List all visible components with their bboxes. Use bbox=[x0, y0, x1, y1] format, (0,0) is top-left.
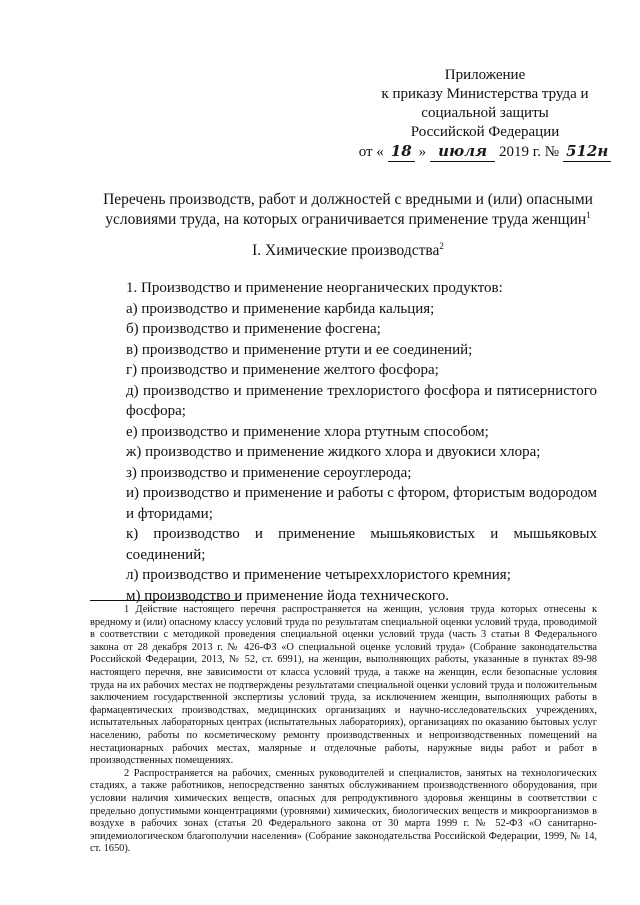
date-mid: » bbox=[418, 144, 427, 160]
section-text: I. Химические производства bbox=[252, 242, 440, 259]
section-heading bbox=[88, 241, 608, 261]
list-item: е) производство и применение хлора ртутным способом; bbox=[126, 423, 489, 440]
title-text: Перечень производств, работ и должностей с вредными и (или) опасными условиями труда, на которых ограничивается применение труда женщин bbox=[103, 191, 593, 228]
handwritten-month: июля bbox=[430, 142, 495, 162]
list-item: м) производство и применение йода технического. bbox=[126, 587, 449, 604]
list-item: к) производство и применение мышьяковистых и мышьяковых соединений; bbox=[126, 526, 597, 563]
footnote-2: 2 Распространяется на рабочих, сменных руководителей и специалистов, занятых на технологических стадиях, а также работников, непосредственно занятых обслуживанием производственного оборудования, при условии наличия химических веществ, опасных для репродуктивного здоровья женщины в соответствии с предельно допустимыми концентрациями (уровнями) химических, биологических веществ и микроорганизмов в воздухе в рабочих зонах (статья 20 Федерального закона от 30 марта 1999 г. № 52-ФЗ «О санитарно-эпидемиологическом благополучии населения» (Собрание законодательства Российской Федерации, 1999, № 14, ст. 1650). bbox=[90, 767, 597, 855]
list-item: з) производство и применение сероуглерода; bbox=[126, 464, 412, 481]
approval-line-3: социальной защиты bbox=[421, 105, 549, 121]
date-prefix: от « bbox=[358, 144, 384, 160]
handwritten-number: 512н bbox=[563, 142, 611, 162]
approval-line-2: к приказу Министерства труда и bbox=[381, 86, 589, 102]
production-list bbox=[90, 278, 597, 606]
list-item: и) производство и применение и работы с фтором, фтористым водородом и фторидами; bbox=[126, 485, 597, 522]
list-item: 1. Производство и применение неорганических продуктов: bbox=[126, 280, 503, 296]
list-item: г) производство и применение желтого фосфора; bbox=[126, 362, 439, 378]
list-item: ж) производство и применение жидкого хлора и двуокиси хлора; bbox=[126, 444, 541, 460]
footnotes bbox=[90, 604, 597, 856]
handwritten-day: 18 bbox=[388, 142, 415, 162]
list-item: л) производство и применение четыреххлористого кремния; bbox=[126, 567, 511, 583]
footnote-separator bbox=[90, 600, 240, 601]
list-item: а) производство и применение карбида кальция; bbox=[126, 300, 435, 317]
approval-date-line bbox=[340, 142, 630, 162]
approval-line-1: Приложение bbox=[444, 67, 526, 83]
section-footnote-mark: 2 bbox=[439, 240, 444, 251]
date-year: 2019 г. № bbox=[499, 144, 560, 160]
footnote-1: 1 Действие настоящего перечня распространяется на женщин, условия труда которых отнесены к вредному и (или) опасному классу условий труда по результатам специальной оценки условий труда, проводимой в соответствии с методикой проведения специальной оценки условий труда (часть 3 статьи 8 Федерального закона от 28 декабря 2013 г. № 426-ФЗ «О специальной оценке условий труда» (Собрание законодательства Российской Федерации, 2013, № 52, ст. 6991), на женщин, выполняющих работы, указанные в пунктах 89-98 настоящего перечня, вне зависимости от класса условий труда, а также на женщин, если безопасные условия труда на их рабочих местах не подтверждены результатами специальной оценки условий труда и положительным заключением государственной экспертизы условий труда, за исключением женщин, выполняющих работы в фармацевтических производствах, медицинских организациях и научно-исследовательских учреждениях, испытательных лабораторных центрах (испытательных лабораториях), организациях по оказанию бытовых услуг населению, работы по косметическому ремонту производственных и непроизводственных помещений на нестационарных рабочих местах, малярные и отделочные работы, наружные виды работ и работ в производственных помещениях. bbox=[90, 604, 597, 767]
list-item: б) производство и применение фосгена; bbox=[126, 321, 381, 337]
approval-block bbox=[340, 66, 630, 162]
approval-line-4: Российской Федерации bbox=[410, 124, 560, 140]
document-title bbox=[88, 190, 608, 230]
title-footnote-mark: 1 bbox=[586, 209, 591, 220]
list-item: в) производство и применение ртути и ее соединений; bbox=[126, 341, 473, 358]
list-item: д) производство и применение трехлористого фосфора и пятисернистого фосфора; bbox=[126, 382, 597, 419]
